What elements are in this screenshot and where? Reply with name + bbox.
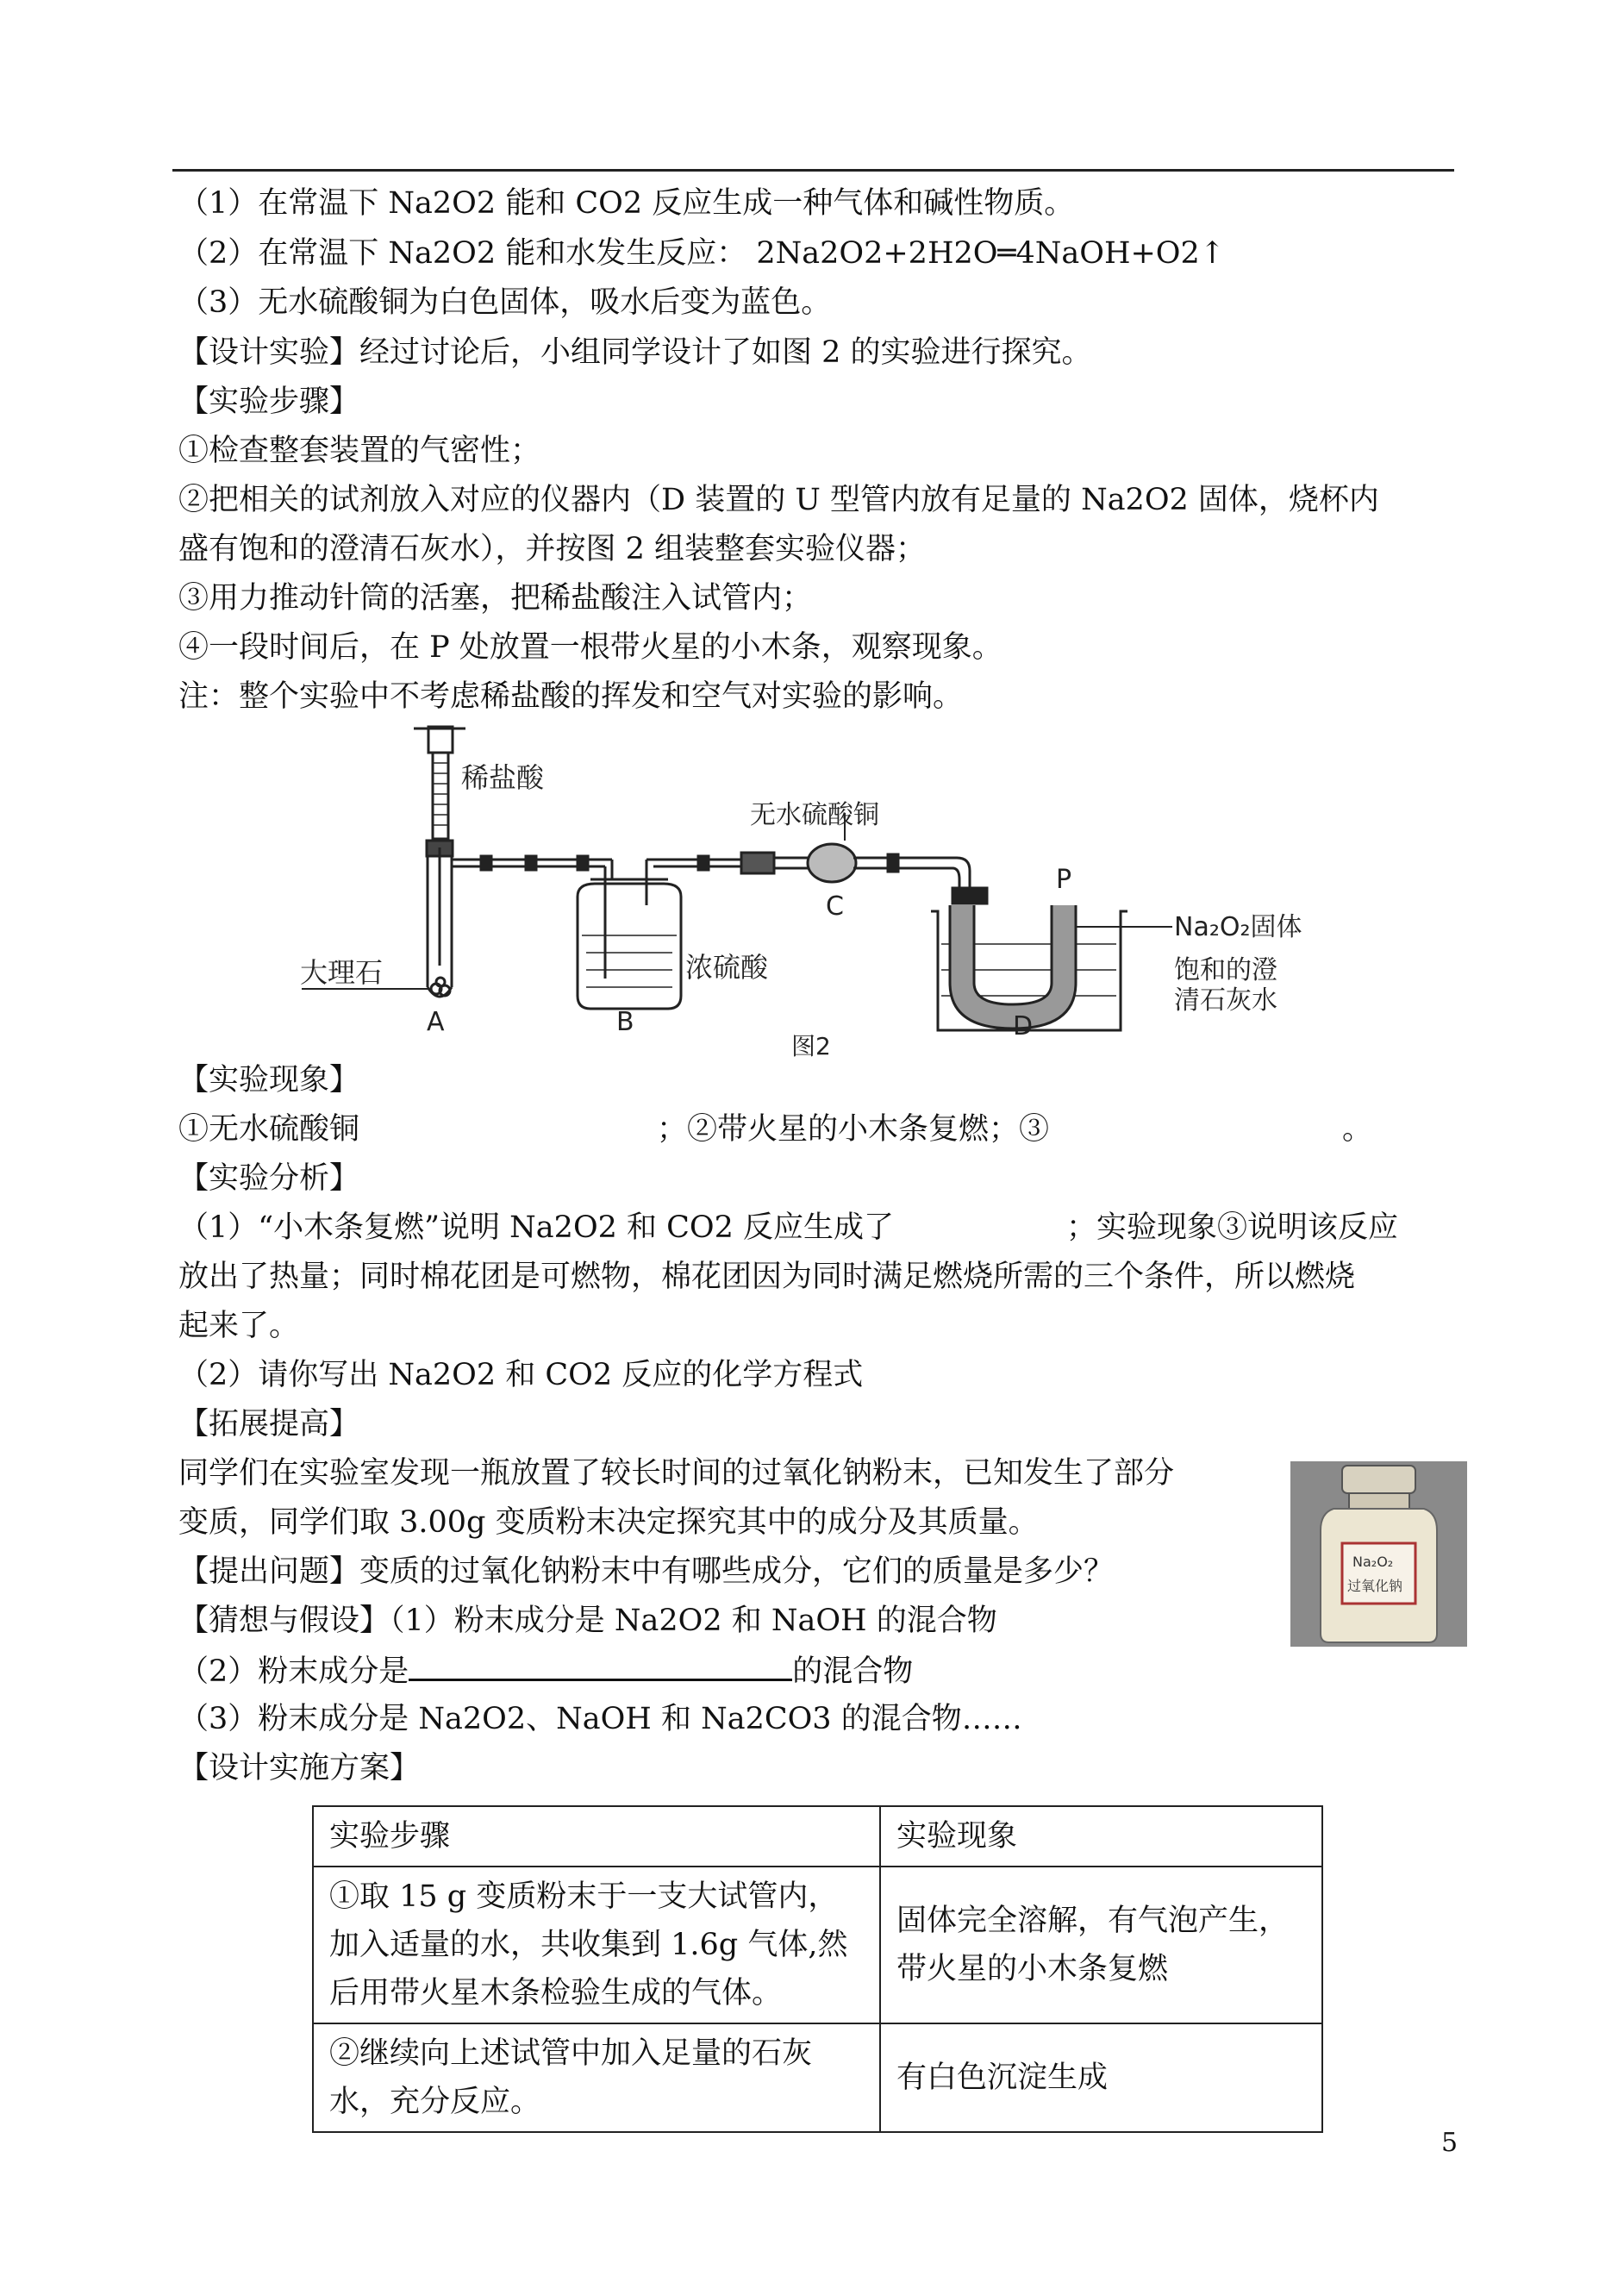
phenomenon-part-2: ；②带火星的小木条复燃；③ [657, 1112, 1050, 1147]
label-d: D [1013, 1011, 1034, 1041]
steps-heading: 【实验步骤】 [178, 385, 360, 419]
page-number: 5 [1441, 2128, 1458, 2158]
label-b: B [616, 1007, 634, 1037]
acid-label: 浓硫酸 [685, 951, 769, 984]
analysis-heading: 【实验分析】 [178, 1161, 360, 1196]
analysis-part-2: ；实验现象③说明该反应 [1066, 1210, 1399, 1245]
design-heading: 【设计实验】经过讨论后，小组同学设计了如图 2 的实验进行探究。 [178, 335, 1092, 370]
info-line-1: （1）在常温下 Na2O2 能和 CO2 反应生成一种气体和碱性物质。 [178, 186, 1075, 221]
hypothesis-2 [178, 1648, 913, 1694]
analysis-line-4: （2）请你写出 Na2O2 和 CO2 反应的化学方程式 [178, 1358, 864, 1392]
table-header-row [313, 1806, 1322, 1867]
row1-result-line: 带火星的小木条复燃 [896, 1952, 1169, 1986]
photo-label-1: Na₂O₂ [1352, 1554, 1394, 1570]
phenomenon-heading: 【实验现象】 [178, 1063, 360, 1097]
header-rule [172, 169, 1454, 172]
step-4: ④一段时间后，在 P 处放置一根带火星的小木条，观察现象。 [178, 630, 1003, 665]
phenomenon-part-1: ①无水硫酸铜 [178, 1112, 360, 1147]
figure-caption: 图2 [791, 1032, 831, 1060]
row2-step [313, 2023, 880, 2132]
label-c: C [826, 891, 844, 922]
limewater-label-1: 饱和的澄 [1174, 955, 1277, 985]
header-step: 实验步骤 [313, 1806, 880, 1867]
step-3: ③用力推动针筒的活塞，把稀盐酸注入试管内； [178, 581, 813, 616]
table-row [313, 1867, 1322, 2023]
row2-step-line: 水，充分反应。 [329, 2085, 541, 2119]
row2-result [880, 2023, 1322, 2132]
syringe-label: 稀盐酸 [461, 761, 545, 794]
info-line-2: （2）在常温下 Na2O2 能和水发生反应： 2Na2O2+2H2O═4NaOH+O2↑ [178, 236, 1226, 271]
row1-result-line: 固体完全溶解，有气泡产生， [896, 1904, 1290, 1938]
row2-step-line: ②继续向上述试管中加入足量的石灰 [329, 2036, 813, 2071]
reagent-bottle-photo [1290, 1461, 1467, 1647]
hypothesis-3: （3）粉末成分是 Na2O2、NaOH 和 Na2CO3 的混合物…… [178, 1702, 1022, 1736]
plan-heading: 【设计实施方案】 [178, 1751, 421, 1785]
step-1: ①检查整套装置的气密性； [178, 434, 541, 468]
row1-result [880, 1867, 1322, 2023]
note: 注：整个实验中不考虑稀盐酸的挥发和空气对实验的影响。 [178, 679, 964, 714]
analysis-line-3: 起来了。 [178, 1309, 300, 1343]
limewater-label-2: 清石灰水 [1174, 985, 1277, 1016]
apparatus-figure [293, 711, 1483, 1073]
hypothesis-2-part-2: 的混合物 [792, 1654, 914, 1689]
row1-step-line: 加入适量的水，共收集到 1.6g 气体,然 [329, 1928, 848, 1962]
question-line: 【提出问题】变质的过氧化钠粉末中有哪些成分，它们的质量是多少？ [178, 1554, 1115, 1589]
analysis-line-2: 放出了热量；同时棉花团是可燃物，棉花团因为同时满足燃烧所需的三个条件，所以燃烧 [178, 1260, 1356, 1294]
answer-blank [409, 1648, 792, 1681]
row1-step [313, 1867, 880, 2023]
label-a: A [427, 1007, 445, 1037]
phenomenon-line [178, 1107, 1372, 1152]
phenomenon-end: 。 [1342, 1112, 1373, 1147]
extension-line-1: 同学们在实验室发现一瓶放置了较长时间的过氧化钠粉末，已知发生了部分 [178, 1456, 1175, 1491]
row1-step-line: 后用带火星木条检验生成的气体。 [329, 1976, 783, 2010]
extension-heading: 【拓展提高】 [178, 1407, 360, 1441]
marble-label: 大理石 [300, 956, 384, 989]
row2-result-line: 有白色沉淀生成 [896, 2060, 1109, 2095]
header-result: 实验现象 [880, 1806, 1322, 1867]
step-2: ②把相关的试剂放入对应的仪器内（D 装置的 U 型管内放有足量的 Na2O2 固体，烧杯内 [178, 483, 1379, 517]
hypothesis-1: 【猜想与假设】（1）粉末成分是 Na2O2 和 NaOH 的混合物 [178, 1604, 997, 1638]
experiment-table [312, 1805, 1323, 2133]
info-line-3: （3）无水硫酸铜为白色固体，吸水后变为蓝色。 [178, 285, 832, 320]
label-p: P [1056, 865, 1072, 895]
table-row [313, 2023, 1322, 2132]
apparatus-drawing [302, 727, 1172, 1030]
step-2-cont: 盛有饱和的澄清石灰水），并按图 2 组装整套实验仪器； [178, 532, 927, 566]
row1-step-line: ①取 15 g 变质粉末于一支大试管内， [329, 1879, 839, 1914]
na2o2-label: Na₂O₂固体 [1174, 912, 1302, 942]
cuso4-label: 无水硫酸铜 [750, 800, 879, 830]
extension-line-2: 变质，同学们取 3.00g 变质粉末决定探究其中的成分及其质量。 [178, 1505, 1039, 1540]
analysis-line-1 [178, 1205, 1398, 1250]
hypothesis-2-part-1: （2）粉末成分是 [178, 1654, 409, 1689]
analysis-part-1: （1）“小木条复燃”说明 Na2O2 和 CO2 反应生成了 [178, 1210, 895, 1245]
photo-label-2: 过氧化钠 [1347, 1578, 1403, 1594]
